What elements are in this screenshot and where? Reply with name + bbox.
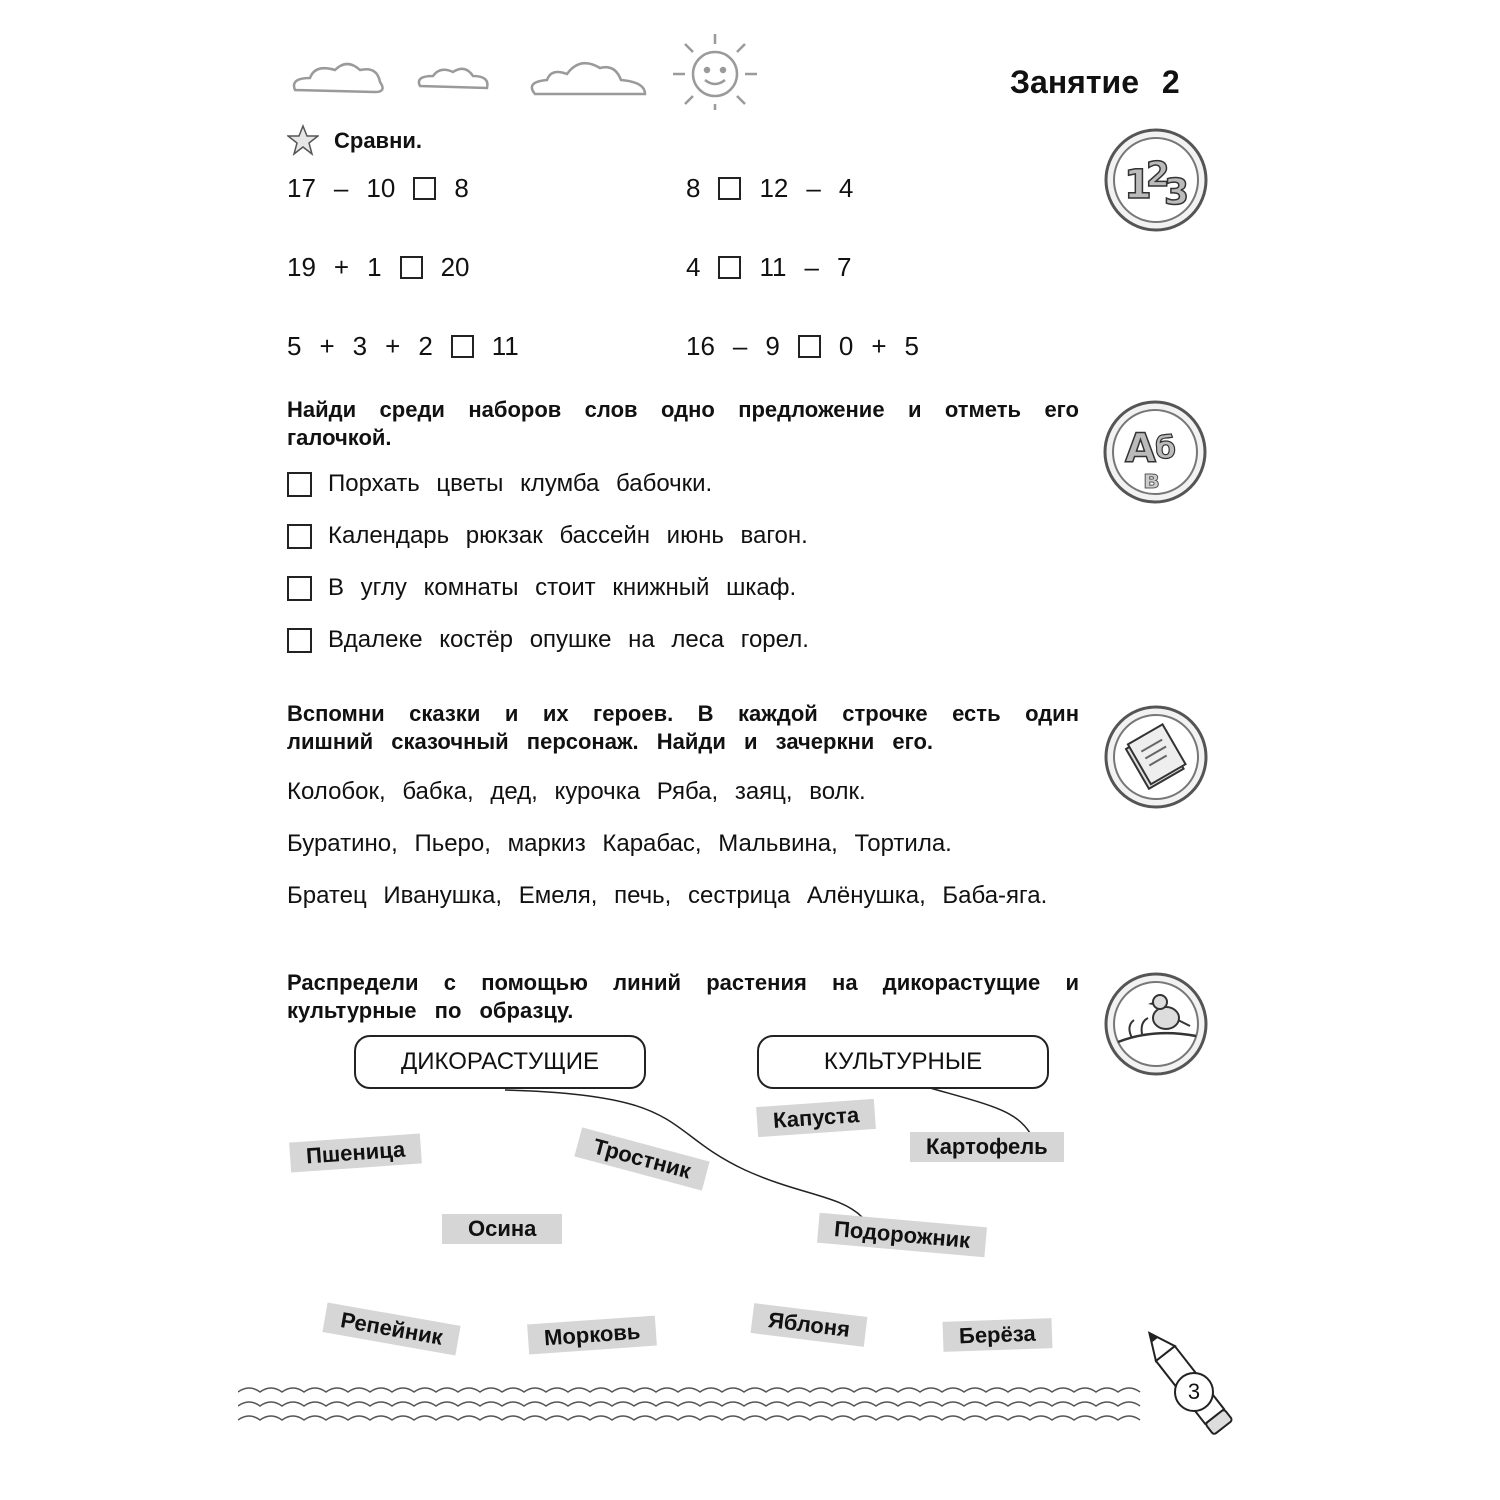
plant-card-kartofel[interactable]: Картофель <box>910 1132 1064 1162</box>
expression-token: 5 <box>287 331 302 361</box>
sentence-option-label: В углу комнаты стоит книжный шкаф. <box>328 574 797 601</box>
svg-text:в: в <box>1143 465 1160 495</box>
expression-token: 4 <box>838 173 854 203</box>
expression-token: 10 <box>366 173 396 203</box>
expression-token: 3 <box>352 331 368 361</box>
lesson-title: Занятие 2 <box>1010 64 1180 100</box>
expression-token: 7 <box>836 252 852 282</box>
expression-token: 0 <box>838 331 854 361</box>
expression-token: 5 <box>904 331 919 361</box>
task-sentence-title: Найди среди наборов слов одно предложение и отметь его галочкой. <box>287 397 1079 450</box>
plant-card-pshenitsa[interactable]: Пшеница <box>289 1133 422 1172</box>
plant-card-morkov[interactable]: Морковь <box>527 1316 657 1355</box>
plant-card-trostnik[interactable]: Тростник <box>574 1127 709 1190</box>
expression-token: 20 <box>440 252 470 282</box>
tales-line-3: Братец Иванушка, Емеля, печь, сестрица Алёнушка, Баба-яга. <box>287 882 1048 909</box>
plant-card-osina[interactable]: Осина <box>442 1214 562 1244</box>
svg-text:1: 1 <box>1124 162 1152 208</box>
plant-card-beryoza[interactable]: Берёза <box>943 1318 1053 1352</box>
plant-card-yablonya[interactable]: Яблоня <box>751 1303 868 1347</box>
expression-token: – <box>732 331 748 361</box>
expression-token: 4 <box>686 252 701 282</box>
svg-text:А: А <box>1125 426 1156 472</box>
expression-token: + <box>385 331 401 361</box>
page-number-circle <box>1174 1372 1214 1412</box>
task-tales-title: Вспомни сказки и их героев. В каждой строчке есть один лишний сказочный персонаж. Найди и зачеркни его. <box>287 701 1079 754</box>
expression-token: + <box>333 252 350 282</box>
sentence-option-label: Вдалеке костёр опушке на леса горел. <box>328 626 809 653</box>
tales-line-1: Колобок, бабка, дед, курочка Ряба, заяц, волк. <box>287 778 866 805</box>
svg-text:б: б <box>1155 431 1176 466</box>
category-wild-box[interactable]: ДИКОРАСТУЩИЕ <box>354 1035 646 1089</box>
expression-token: 11 <box>491 331 519 361</box>
task-compare-title: Сравни. <box>334 128 423 153</box>
expression-token: 19 <box>287 252 316 282</box>
expression-token: 12 <box>759 173 789 203</box>
expression-token: 16 <box>686 331 715 361</box>
svg-text:2: 2 <box>1146 155 1170 195</box>
expression-token: 2 <box>418 331 433 361</box>
expression-token: 1 <box>367 252 382 282</box>
page-number: 3 <box>1187 1379 1201 1404</box>
expression-token: – <box>804 252 819 282</box>
tales-line-2: Буратино, Пьеро, маркиз Карабас, Мальвина, Тортила. <box>287 830 952 857</box>
plant-card-repeinik[interactable]: Репейник <box>322 1302 460 1355</box>
expression-token: – <box>806 173 821 203</box>
expression-token: 17 <box>287 173 316 203</box>
task-plants-title: Распредели с помощью линий растения на дикорастущие и культурные по образцу. <box>287 970 1079 1023</box>
expression-token: + <box>319 331 335 361</box>
category-cultivated-box[interactable]: КУЛЬТУРНЫЕ <box>757 1035 1049 1089</box>
expression-token: 9 <box>765 331 780 361</box>
expression-token: 8 <box>454 173 469 203</box>
sentence-option-label: Календарь рюкзак бассейн июнь вагон. <box>328 522 808 549</box>
plant-card-podorozhnik[interactable]: Подорожник <box>817 1213 987 1258</box>
expression-token: 11 <box>759 252 787 282</box>
expression-token: – <box>333 173 349 203</box>
svg-text:3: 3 <box>1164 172 1190 213</box>
wave-decoration <box>238 1380 1148 1440</box>
expression-token: + <box>871 331 887 361</box>
sentence-option-label: Порхать цветы клумба бабочки. <box>328 470 713 497</box>
expression-token: 8 <box>686 173 701 203</box>
plant-card-kapusta[interactable]: Капуста <box>756 1099 876 1137</box>
